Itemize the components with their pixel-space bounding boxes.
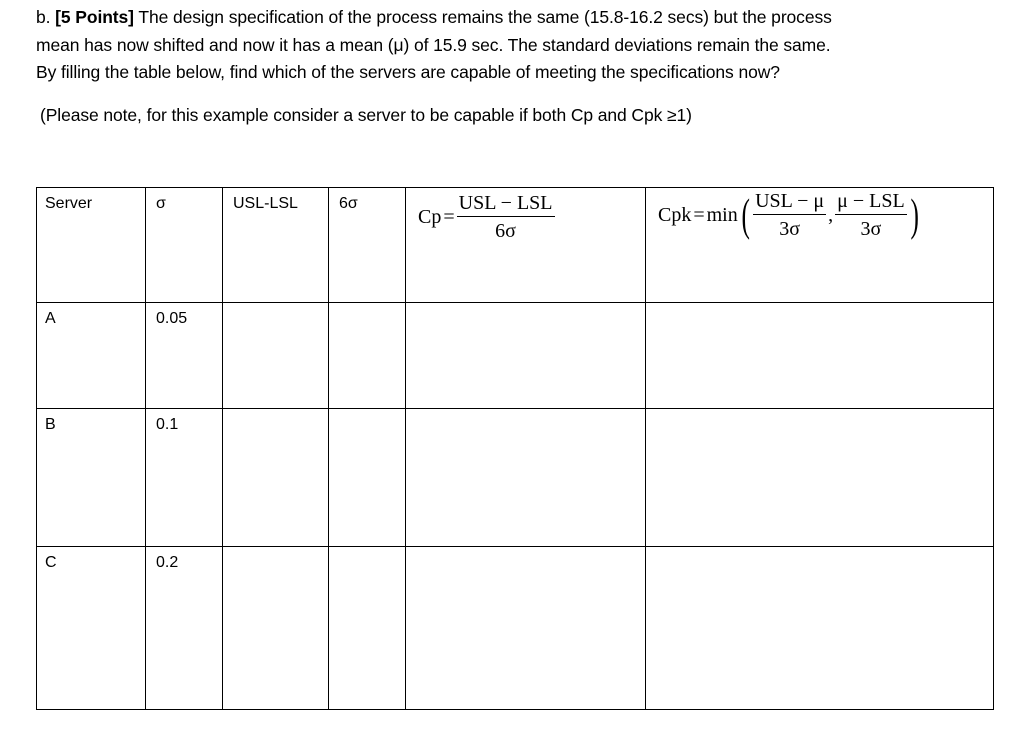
header-cp-formula bbox=[406, 188, 646, 303]
question-line-3: By filling the table below, find which of the servers are capable of meeting the specifications now? bbox=[36, 62, 780, 82]
sigma-cell: 0.05 bbox=[146, 303, 223, 409]
cpk-numerator-upper: USL − μ bbox=[753, 190, 826, 215]
cpk-equals: = bbox=[693, 204, 705, 226]
six-sigma-cell[interactable] bbox=[329, 547, 406, 710]
cpk-fraction-lower bbox=[835, 190, 907, 240]
sigma-cell: 0.1 bbox=[146, 409, 223, 547]
points-label: [5 Points] bbox=[55, 7, 134, 27]
cpk-comma: , bbox=[828, 204, 834, 226]
cp-cell[interactable] bbox=[406, 303, 646, 409]
cpk-fraction-upper bbox=[753, 190, 826, 240]
question-line-1-rest: The design specification of the process remains the same (15.8-16.2 secs) but the process bbox=[133, 7, 832, 27]
table-row bbox=[37, 303, 994, 409]
six-sigma-cell[interactable] bbox=[329, 409, 406, 547]
header-usl-lsl: USL-LSL bbox=[223, 188, 329, 303]
cp-numerator: USL − LSL bbox=[457, 192, 555, 217]
six-sigma-cell[interactable] bbox=[329, 303, 406, 409]
capability-table bbox=[36, 187, 994, 710]
cp-label: Cp bbox=[418, 206, 442, 228]
cpk-min: min bbox=[706, 204, 738, 226]
server-cell: C bbox=[37, 547, 146, 710]
table-header-row bbox=[37, 188, 994, 303]
cp-fraction bbox=[457, 192, 555, 242]
cpk-cell[interactable] bbox=[646, 409, 994, 547]
usl-lsl-cell[interactable] bbox=[223, 303, 329, 409]
question-text bbox=[36, 4, 996, 87]
table-row bbox=[37, 547, 994, 710]
cpk-formula bbox=[646, 188, 993, 240]
cp-cell[interactable] bbox=[406, 409, 646, 547]
cp-equals: = bbox=[443, 206, 455, 228]
server-cell: A bbox=[37, 303, 146, 409]
cpk-denominator-lower: 3σ bbox=[860, 218, 882, 240]
question-prefix: b. bbox=[36, 7, 56, 27]
usl-lsl-cell[interactable] bbox=[223, 547, 329, 710]
left-paren-icon: ( bbox=[741, 189, 750, 240]
cpk-cell[interactable] bbox=[646, 547, 994, 710]
header-six-sigma: 6σ bbox=[329, 188, 406, 303]
cpk-numerator-lower: μ − LSL bbox=[835, 190, 907, 215]
cpk-denominator-upper: 3σ bbox=[779, 218, 800, 240]
question-line-2: mean has now shifted and now it has a mean (μ) of 15.9 sec. The standard deviations remain the same. bbox=[36, 34, 831, 55]
usl-lsl-cell[interactable] bbox=[223, 409, 329, 547]
header-server: Server bbox=[37, 188, 146, 303]
question-line-1 bbox=[36, 4, 996, 32]
cp-formula bbox=[406, 188, 645, 242]
server-cell: B bbox=[37, 409, 146, 547]
header-cpk-formula bbox=[646, 188, 994, 303]
right-paren-icon: ) bbox=[910, 189, 919, 240]
cpk-cell[interactable] bbox=[646, 303, 994, 409]
cp-cell[interactable] bbox=[406, 547, 646, 710]
sigma-cell: 0.2 bbox=[146, 547, 223, 710]
capability-note: (Please note, for this example consider a server to be capable if both Cp and Cpk ≥1) bbox=[40, 105, 692, 125]
table-row bbox=[37, 409, 994, 547]
cpk-label: Cpk bbox=[658, 204, 692, 226]
header-sigma: σ bbox=[146, 188, 223, 303]
cp-denominator: 6σ bbox=[495, 220, 516, 242]
